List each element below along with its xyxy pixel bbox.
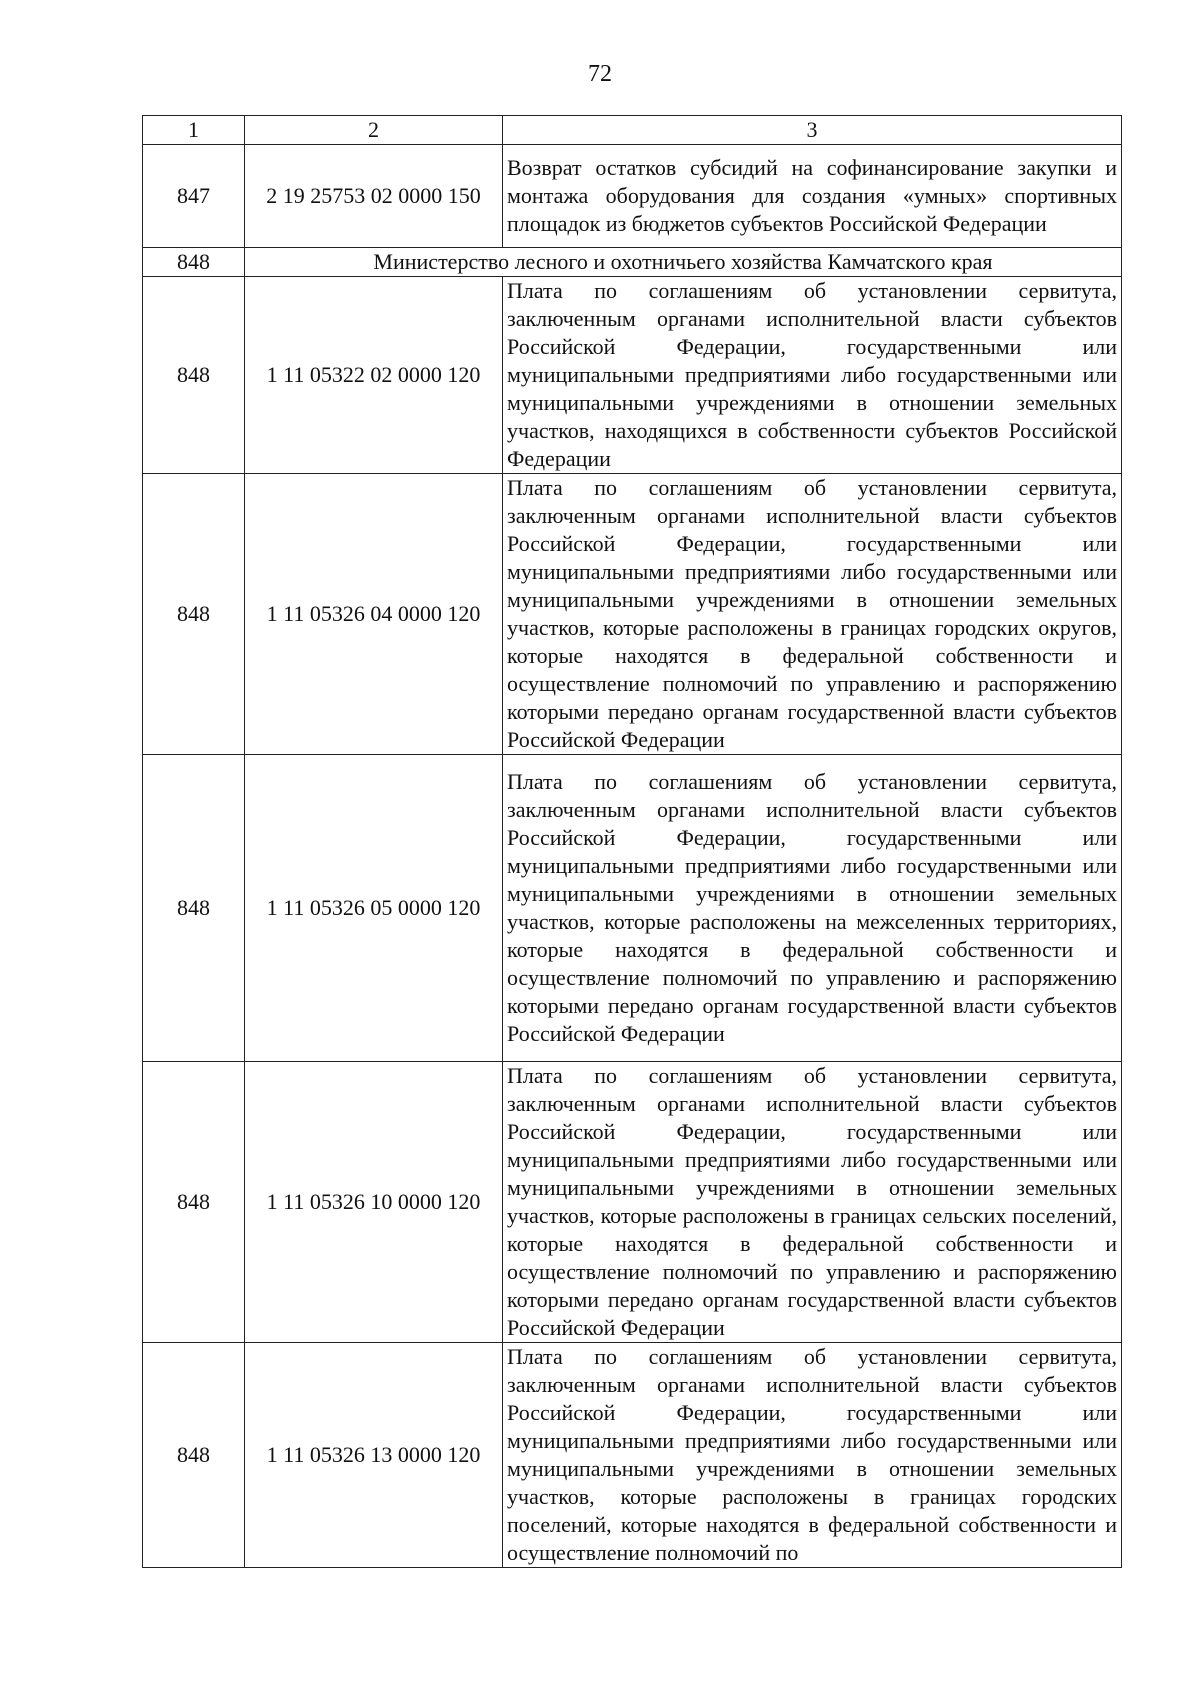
table-row xyxy=(143,277,1122,474)
admin-code-cell: 848 xyxy=(143,755,245,1062)
column-header-3: 3 xyxy=(503,116,1122,145)
table-row xyxy=(143,145,1122,248)
column-header-1: 1 xyxy=(143,116,245,145)
description-cell: Плата по соглашениям об установлении сервитута, заключенным органами исполнительной власти субъектов Российской Федерации, государственными или муниципальными предприятиями либо государственными или муниципальными учреждениями в отношении земельных участков, которые расположены в границах сельских поселений, которые находятся в федеральной собственности и осуществление полномочий по управлению и распоряжению которыми передано органам государственной власти субъектов Российской Федерации xyxy=(503,1062,1122,1343)
admin-code-cell: 847 xyxy=(143,145,245,248)
table-row xyxy=(143,755,1122,1062)
admin-code-cell: 848 xyxy=(143,474,245,755)
revenue-codes-table xyxy=(142,115,1122,1568)
admin-code-cell: 848 xyxy=(143,277,245,474)
table-row xyxy=(143,1343,1122,1568)
revenue-code-cell: 1 11 05326 04 0000 120 xyxy=(245,474,503,755)
revenue-code-cell: 1 11 05326 10 0000 120 xyxy=(245,1062,503,1343)
page-number: 72 xyxy=(588,61,612,87)
description-cell: Возврат остатков субсидий на софинансирование закупки и монтажа оборудования для создания «умных» спортивных площадок из бюджетов субъектов Российской Федерации xyxy=(503,145,1122,248)
admin-code-cell: 848 xyxy=(143,1062,245,1343)
table-row xyxy=(143,1062,1122,1343)
revenue-code-cell: 1 11 05326 05 0000 120 xyxy=(245,755,503,1062)
section-title-cell: Министерство лесного и охотничьего хозяйства Камчатского края xyxy=(245,248,1122,277)
description-cell: Плата по соглашениям об установлении сервитута, заключенным органами исполнительной власти субъектов Российской Федерации, государственными или муниципальными предприятиями либо государственными или муниципальными учреждениями в отношении земельных участков, которые расположены в границах городских округов, которые находятся в федеральной собственности и осуществление полномочий по управлению и распоряжению которыми передано органам государственной власти субъектов Российской Федерации xyxy=(503,474,1122,755)
description-cell: Плата по соглашениям об установлении сервитута, заключенным органами исполнительной власти субъектов Российской Федерации, государственными или муниципальными предприятиями либо государственными или муниципальными учреждениями в отношении земельных участков, которые расположены на межселенных территориях, которые находятся в федеральной собственности и осуществление полномочий по управлению и распоряжению которыми передано органам государственной власти субъектов Российской Федерации xyxy=(503,755,1122,1062)
description-cell: Плата по соглашениям об установлении сервитута, заключенным органами исполнительной власти субъектов Российской Федерации, государственными или муниципальными предприятиями либо государственными или муниципальными учреждениями в отношении земельных участков, которые расположены в границах городских поселений, которые находятся в федеральной собственности и осуществление полномочий по xyxy=(503,1343,1122,1568)
revenue-code-cell: 1 11 05326 13 0000 120 xyxy=(245,1343,503,1568)
description-cell: Плата по соглашениям об установлении сервитута, заключенным органами исполнительной власти субъектов Российской Федерации, государственными или муниципальными предприятиями либо государственными или муниципальными учреждениями в отношении земельных участков, находящихся в собственности субъектов Российской Федерации xyxy=(503,277,1122,474)
admin-code-cell: 848 xyxy=(143,248,245,277)
revenue-code-cell: 2 19 25753 02 0000 150 xyxy=(245,145,503,248)
admin-code-cell: 848 xyxy=(143,1343,245,1568)
table-row xyxy=(143,474,1122,755)
section-row xyxy=(143,248,1122,277)
column-header-2: 2 xyxy=(245,116,503,145)
table-header-row xyxy=(143,116,1122,145)
revenue-code-cell: 1 11 05322 02 0000 120 xyxy=(245,277,503,474)
